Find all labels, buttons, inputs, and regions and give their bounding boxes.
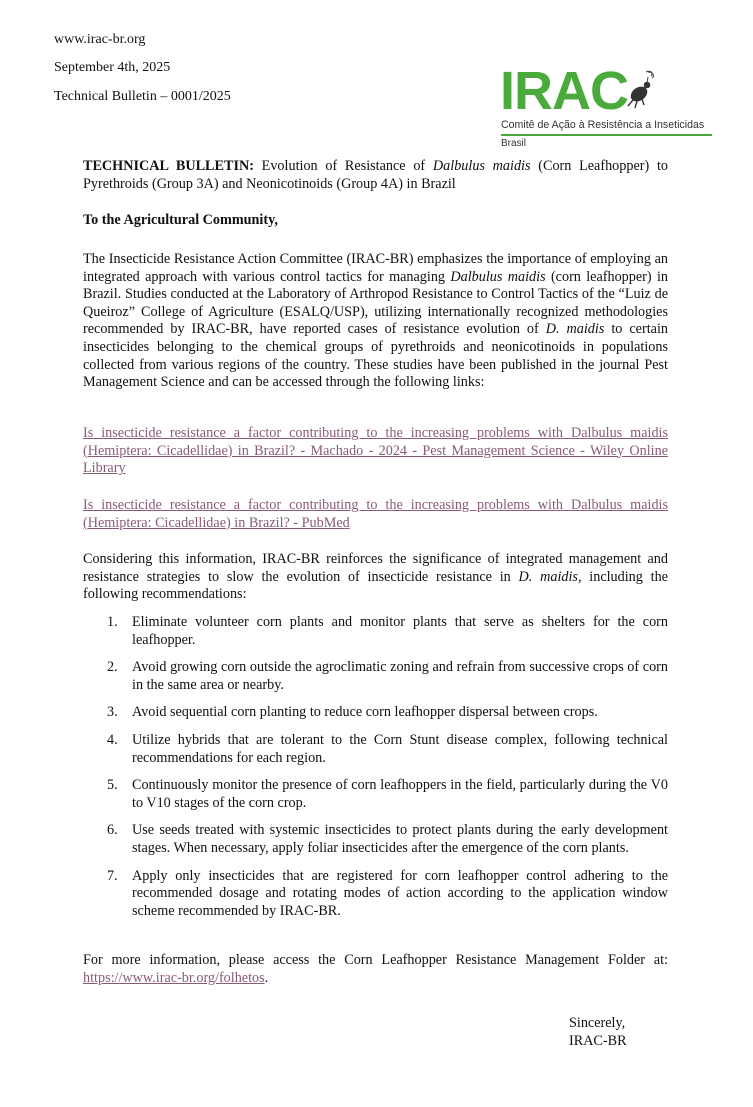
recommendation-item	[107, 732, 668, 767]
bulletin-date: September 4th, 2025	[54, 60, 171, 75]
considering-species: D. maidis	[518, 568, 578, 585]
irac-brasil-logo	[500, 61, 716, 154]
recommendation-item	[107, 822, 668, 857]
recommendation-item	[107, 704, 668, 722]
title-text: Evolution of Resistance of	[253, 158, 433, 174]
article-link-pubmed-container	[83, 497, 668, 532]
recommendation-text: Apply only insecticides that are registered for corn leafhopper control adhering to the recommended dosage and rotating modes of action according to the application window scheme recommended by IRAC-BR.	[132, 867, 668, 919]
logo-wordmark: IRAC	[500, 61, 628, 121]
recommendation-number: 5.	[107, 777, 118, 794]
recommendation-item	[107, 777, 668, 812]
recommendation-number: 4.	[107, 731, 118, 748]
article-link-wiley-container	[83, 425, 668, 478]
considering-text-2: , including the following recommendations:	[83, 568, 668, 603]
bulletin-title	[83, 158, 668, 193]
intro-text-1: The Insecticide Resistance Action Committee (IRAC-BR) emphasizes the importance of employing an integrated approach with various control tactics for managing	[83, 251, 668, 285]
recommendation-number: 6.	[107, 822, 118, 839]
title-text-rest: (Corn Leafhopper) to Pyrethroids (Group 3A) and Neonicotinoids (Group 4A) in Brazil	[83, 158, 668, 192]
intro-text-3: to certain insecticides belonging to the chemical groups of pyrethroids and neonicotinoids in populations collected from various regions of the country. These studies have been published in the journal Pest Management Science and can be accessed through the following links:	[83, 321, 668, 391]
more-info-paragraph	[83, 952, 668, 987]
considering-paragraph	[83, 551, 668, 604]
closing: Sincerely,	[569, 1015, 626, 1031]
logo-divider	[501, 134, 712, 136]
recommendation-number: 3.	[107, 704, 118, 721]
signature: IRAC-BR	[569, 1032, 627, 1049]
recommendation-text: Eliminate volunteer corn plants and monitor plants that serve as shelters for the corn leafhopper.	[132, 614, 668, 648]
recommendation-item	[107, 614, 668, 649]
intro-paragraph	[83, 251, 668, 392]
recommendation-item	[107, 868, 668, 921]
recommendation-number: 1.	[107, 614, 118, 630]
recommendation-text: Use seeds treated with systemic insecticides to protect plants during the early development stages. When necessary, apply foliar insecticides after the emergence of the corn plants.	[132, 822, 668, 856]
logo-tagline: Comitê de Ação à Resistência a Inseticidas	[501, 119, 705, 131]
recommendation-number: 7.	[107, 867, 118, 884]
more-info-text: For more information, please access the Corn Leafhopper Resistance Management Folder at:	[83, 952, 668, 968]
salutation: To the Agricultural Community,	[83, 212, 278, 228]
intro-species-1: Dalbulus maidis	[450, 268, 546, 285]
recommendation-text: Continuously monitor the presence of corn leafhoppers in the field, particularly during the V0 to V10 stages of the corn crop.	[132, 777, 668, 811]
recommendation-text: Utilize hybrids that are tolerant to the Corn Stunt disease complex, following technical recommendations for each region.	[132, 731, 668, 766]
signoff-block	[569, 1015, 627, 1050]
insect-leafhopper-icon	[620, 70, 658, 112]
intro-species-2: D. maidis	[545, 321, 605, 338]
recommendations-list	[107, 614, 668, 920]
bulletin-number: Technical Bulletin – 0001/2025	[54, 89, 231, 104]
logo-country: Brasil	[501, 138, 527, 149]
considering-text-1: Considering this information, IRAC-BR reinforces the significance of integrated management and resistance strategies to slow the evolution of insecticide resistance in	[83, 551, 668, 585]
recommendation-number: 2.	[107, 659, 118, 676]
recommendation-item	[107, 659, 668, 694]
recommendation-text: Avoid growing corn outside the agroclimatic zoning and refrain from successive crops of corn in the same area or nearby.	[132, 659, 668, 693]
recommendation-text: Avoid sequential corn planting to reduce corn leafhopper dispersal between crops.	[132, 704, 598, 721]
title-species: Dalbulus maidis	[432, 158, 531, 174]
article-link-wiley[interactable]: Is insecticide resistance a factor contributing to the increasing problems with Dalbulus maidis (Hemiptera: Cicadellidae) in Brazil? - Machado - 2024 - Pest Management Science - Wiley Online Library	[83, 425, 668, 477]
intro-text-2: (corn leafhopper) in Brazil. Studies conducted at the Laboratory of Arthropod Resistance to Control Tactics of the “Luiz de Queiroz” College of Agriculture (ESALQ/USP), utilizing internationally recognized methodologies recommended by IRAC-BR, have reported cases of resistance evolution of	[83, 268, 668, 338]
more-info-trailing: .	[264, 969, 269, 986]
folder-link[interactable]: https://www.irac-br.org/folhetos	[83, 969, 265, 986]
title-label: TECHNICAL BULLETIN:	[83, 158, 254, 174]
article-link-pubmed[interactable]: Is insecticide resistance a factor contributing to the increasing problems with Dalbulus maidis (Hemiptera: Cicadellidae) in Brazil? - PubMed	[83, 497, 668, 531]
website-url: www.irac-br.org	[54, 32, 146, 47]
